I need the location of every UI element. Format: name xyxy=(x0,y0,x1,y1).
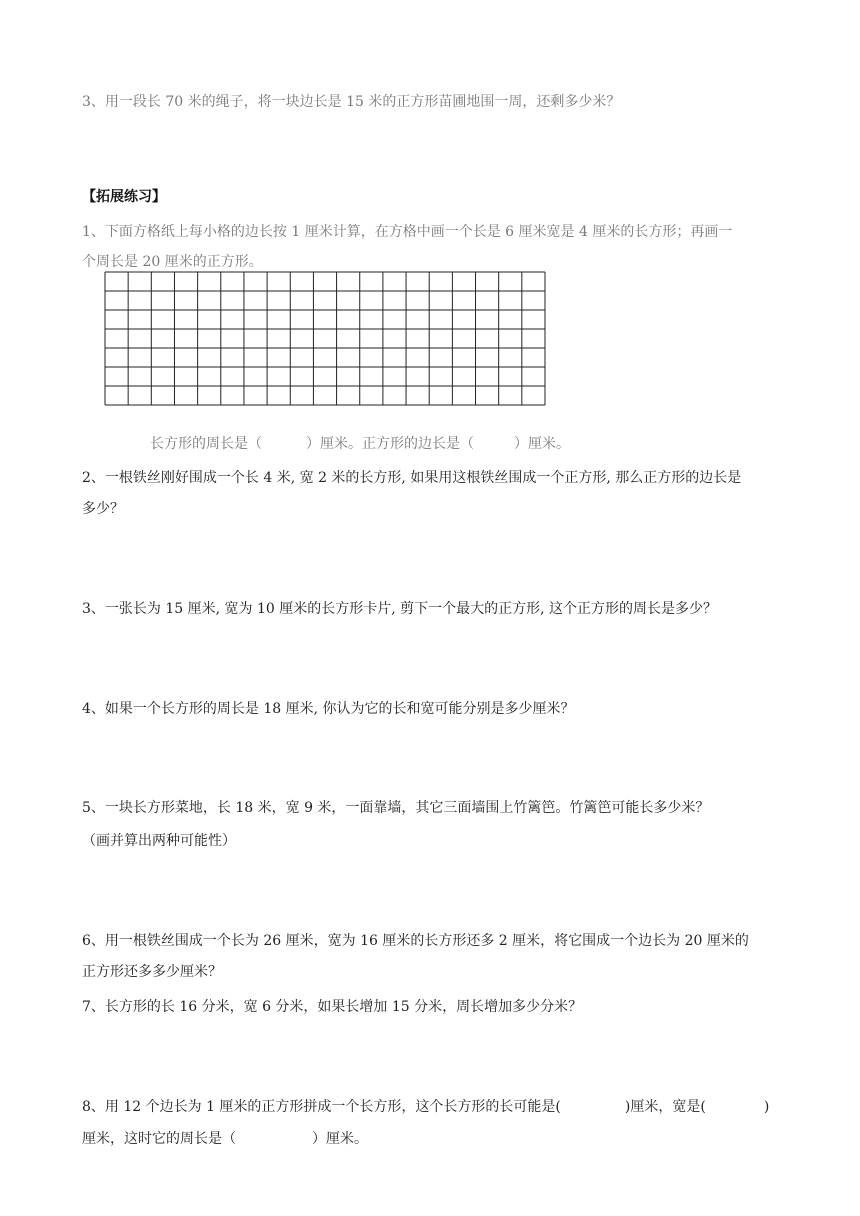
unit-label: ）厘米。 xyxy=(514,436,570,452)
exercise-2-line-2: 多少？ xyxy=(82,501,124,517)
exercise-6-line-1: 6、用一根铁丝围成一个长为 26 厘米，宽为 16 厘米的长方形还多 2 厘米，将它围成一个边长为 20 厘米的 xyxy=(82,933,749,949)
exercise-1-line-2: 个周长是 20 厘米的正方形。 xyxy=(82,254,263,270)
exercise-8-line-1 xyxy=(82,1097,769,1117)
exercise-5-line-1: 5、一块长方形菜地，长 18 米，宽 9 米，一面靠墙，其它三面墙围上竹篱笆。竹篱笆可能长多少米？ xyxy=(82,800,710,816)
exercise-1-answer-line xyxy=(150,434,570,454)
exercise-2-line-1: 2、一根铁丝刚好围成一个长 4 米, 宽 2 米的长方形, 如果用这根铁丝围成一个正方形, 那么正方形的边长是 xyxy=(82,470,742,486)
exercise-7: 7、长方形的长 16 分米，宽 6 分米，如果长增加 15 分米，周长增加多少分米？ xyxy=(82,999,583,1015)
exercise-8-text-b: )厘米，宽是( xyxy=(624,1099,706,1115)
square-side-label: ）厘米。正方形的边长是（ xyxy=(306,436,474,452)
exercise-8-line-2 xyxy=(82,1129,368,1149)
exercise-5-line-2: （画并算出两种可能性） xyxy=(82,833,236,849)
exercise-6-line-2: 正方形还多多少厘米？ xyxy=(82,964,222,980)
exercise-8-text-c: ) xyxy=(763,1099,770,1115)
exercise-1-line-1: 1、下面方格纸上每小格的边长按 1 厘米计算，在方格中画一个长是 6 厘米宽是 4 厘米的长方形；再画一 xyxy=(82,224,733,240)
exercise-8-text-d: 厘米，这时它的周长是（ xyxy=(82,1131,236,1147)
exercise-4: 4、如果一个长方形的周长是 18 厘米, 你认为它的长和宽可能分别是多少厘米？ xyxy=(82,701,575,717)
graph-paper-grid[interactable] xyxy=(104,271,546,406)
prev-question-3: 3、用一段长 70 米的绳子，将一块边长是 15 米的正方形苗圃地围一周，还剩多少米？ xyxy=(82,94,621,110)
exercise-3: 3、一张长为 15 厘米, 宽为 10 厘米的长方形卡片, 剪下一个最大的正方形, 这个正方形的周长是多少？ xyxy=(82,601,718,617)
exercise-8-text-a: 8、用 12 个边长为 1 厘米的正方形拼成一个长方形，这个长方形的长可能是( xyxy=(82,1099,561,1115)
rectangle-perimeter-label: 长方形的周长是（ xyxy=(150,436,262,452)
section-title: 【拓展练习】 xyxy=(82,189,166,205)
exercise-8-text-e: ）厘米。 xyxy=(312,1131,368,1147)
